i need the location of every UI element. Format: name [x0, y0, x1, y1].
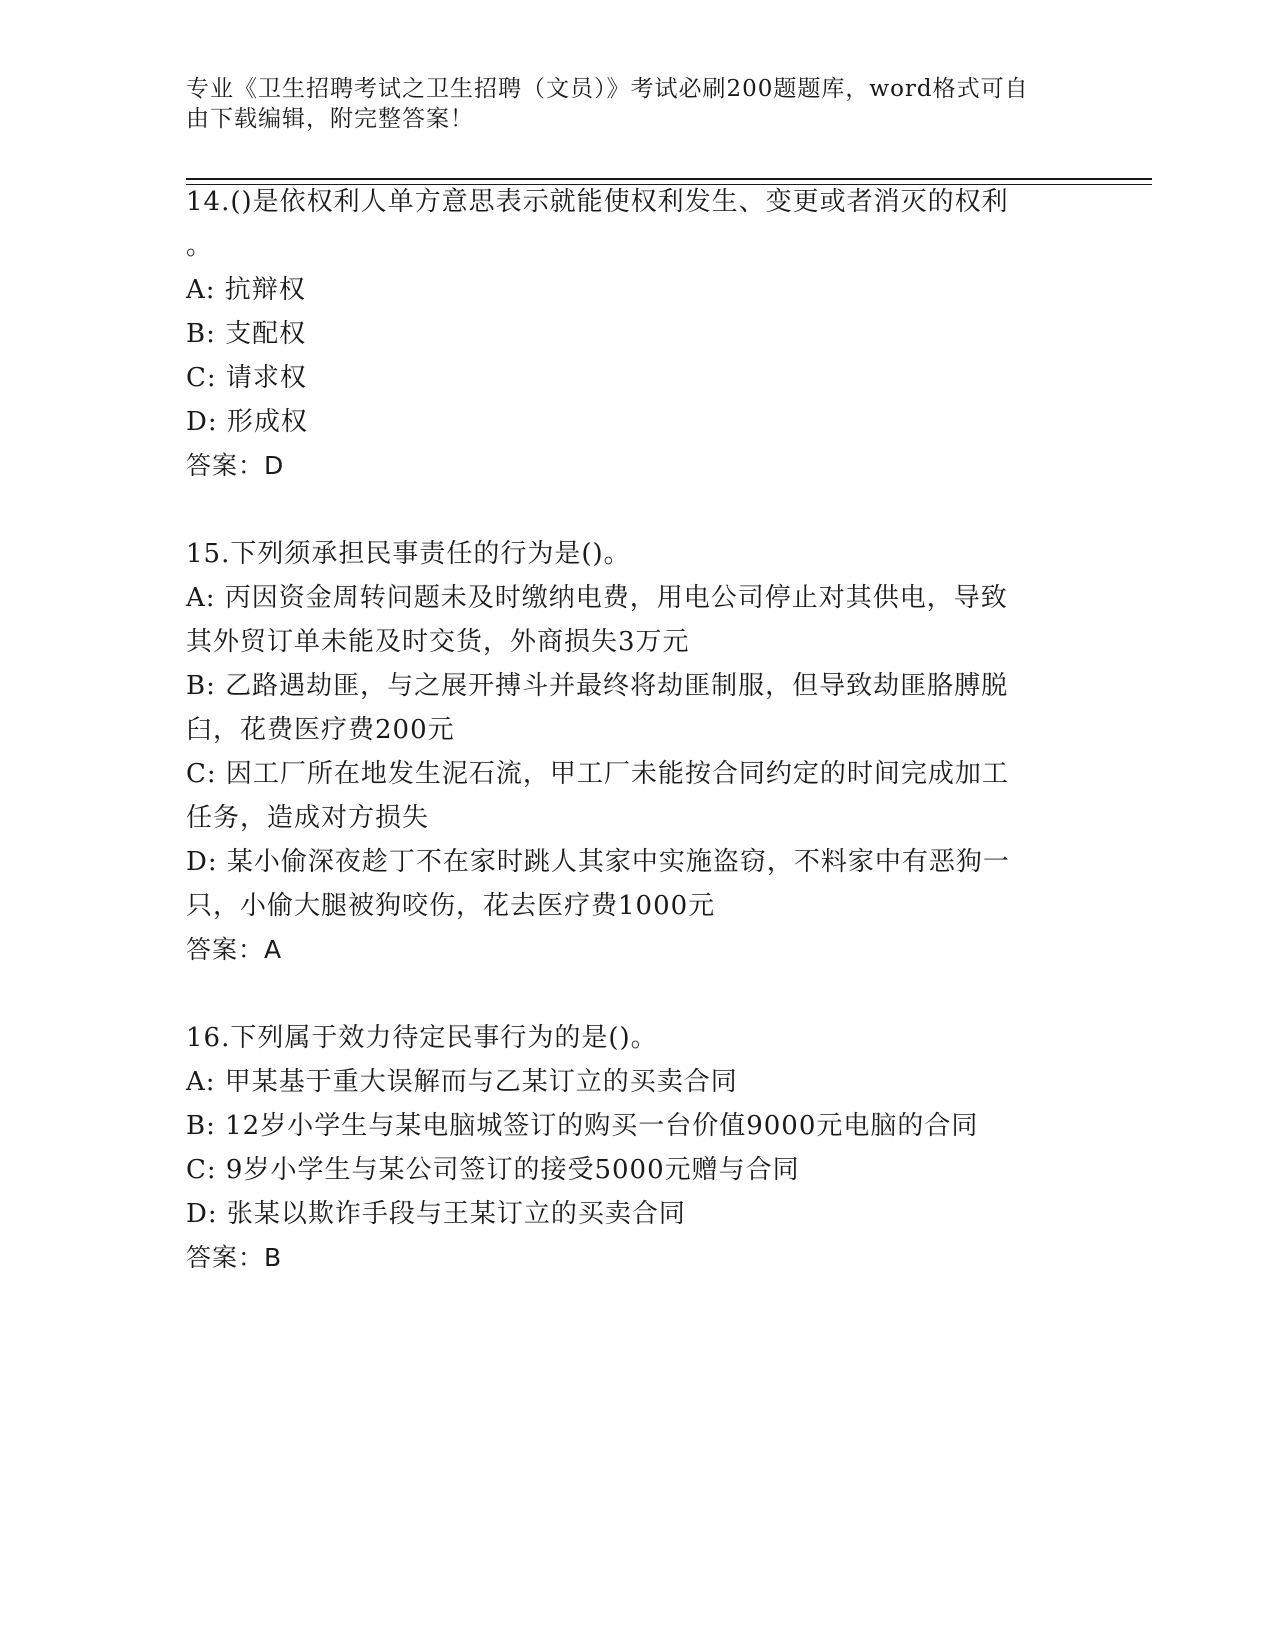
option-a: A: 抗辩权	[186, 275, 306, 305]
question-stem-line: 14.()是依权利人单方意思表示就能使权利发生、变更或者消灭的权利	[186, 187, 1009, 217]
option-c: C: 9岁小学生与某公司签订的接受5000元赠与合同	[186, 1155, 800, 1185]
option-c: C: 请求权	[186, 363, 307, 393]
option-b-continued: 臼，花费医疗费200元	[186, 715, 455, 745]
option-a-continued: 其外贸订单未能及时交货，外商损失3万元	[186, 627, 690, 657]
question-stem-line: 15.下列须承担民事责任的行为是()。	[186, 539, 631, 569]
option-b: B: 支配权	[186, 319, 307, 349]
option-d: D: 张某以欺诈手段与王某订立的买卖合同	[186, 1199, 686, 1229]
document-header	[186, 74, 1066, 134]
option-b: B: 12岁小学生与某电脑城签订的购买一台价值9000元电脑的合同	[186, 1111, 979, 1141]
option-a: A: 丙因资金周转问题未及时缴纳电费，用电公司停止对其供电，导致	[186, 583, 1008, 613]
header-line-1: 专业《卫生招聘考试之卫生招聘（文员）》考试必刷200题题库，word格式可自	[186, 76, 1029, 102]
option-d-continued: 只，小偷大腿被狗咬伤，花去医疗费1000元	[186, 891, 716, 921]
option-c: C: 因工厂所在地发生泥石流，甲工厂未能按合同约定的时间完成加工	[186, 759, 1009, 789]
question-stem-line: 16.下列属于效力待定民事行为的是()。	[186, 1023, 658, 1053]
option-d: D: 某小偷深夜趁丁不在家时跳人其家中实施盗窃，不料家中有恶狗一	[186, 847, 1010, 877]
answer-line: 答案：B	[186, 1243, 283, 1272]
header-line-2: 由下载编辑，附完整答案！	[186, 106, 474, 132]
option-a: A: 甲某基于重大误解而与乙某订立的买卖合同	[186, 1067, 738, 1097]
header-divider	[186, 178, 1152, 185]
option-c-continued: 任务，造成对方损失	[186, 803, 430, 833]
answer-line: 答案：A	[186, 935, 283, 964]
question-stem-line: 。	[186, 231, 214, 261]
option-b: B: 乙路遇劫匪，与之展开搏斗并最终将劫匪制服，但导致劫匪胳膊脱	[186, 671, 1009, 701]
answer-line: 答案：D	[186, 451, 285, 480]
option-d: D: 形成权	[186, 407, 308, 437]
